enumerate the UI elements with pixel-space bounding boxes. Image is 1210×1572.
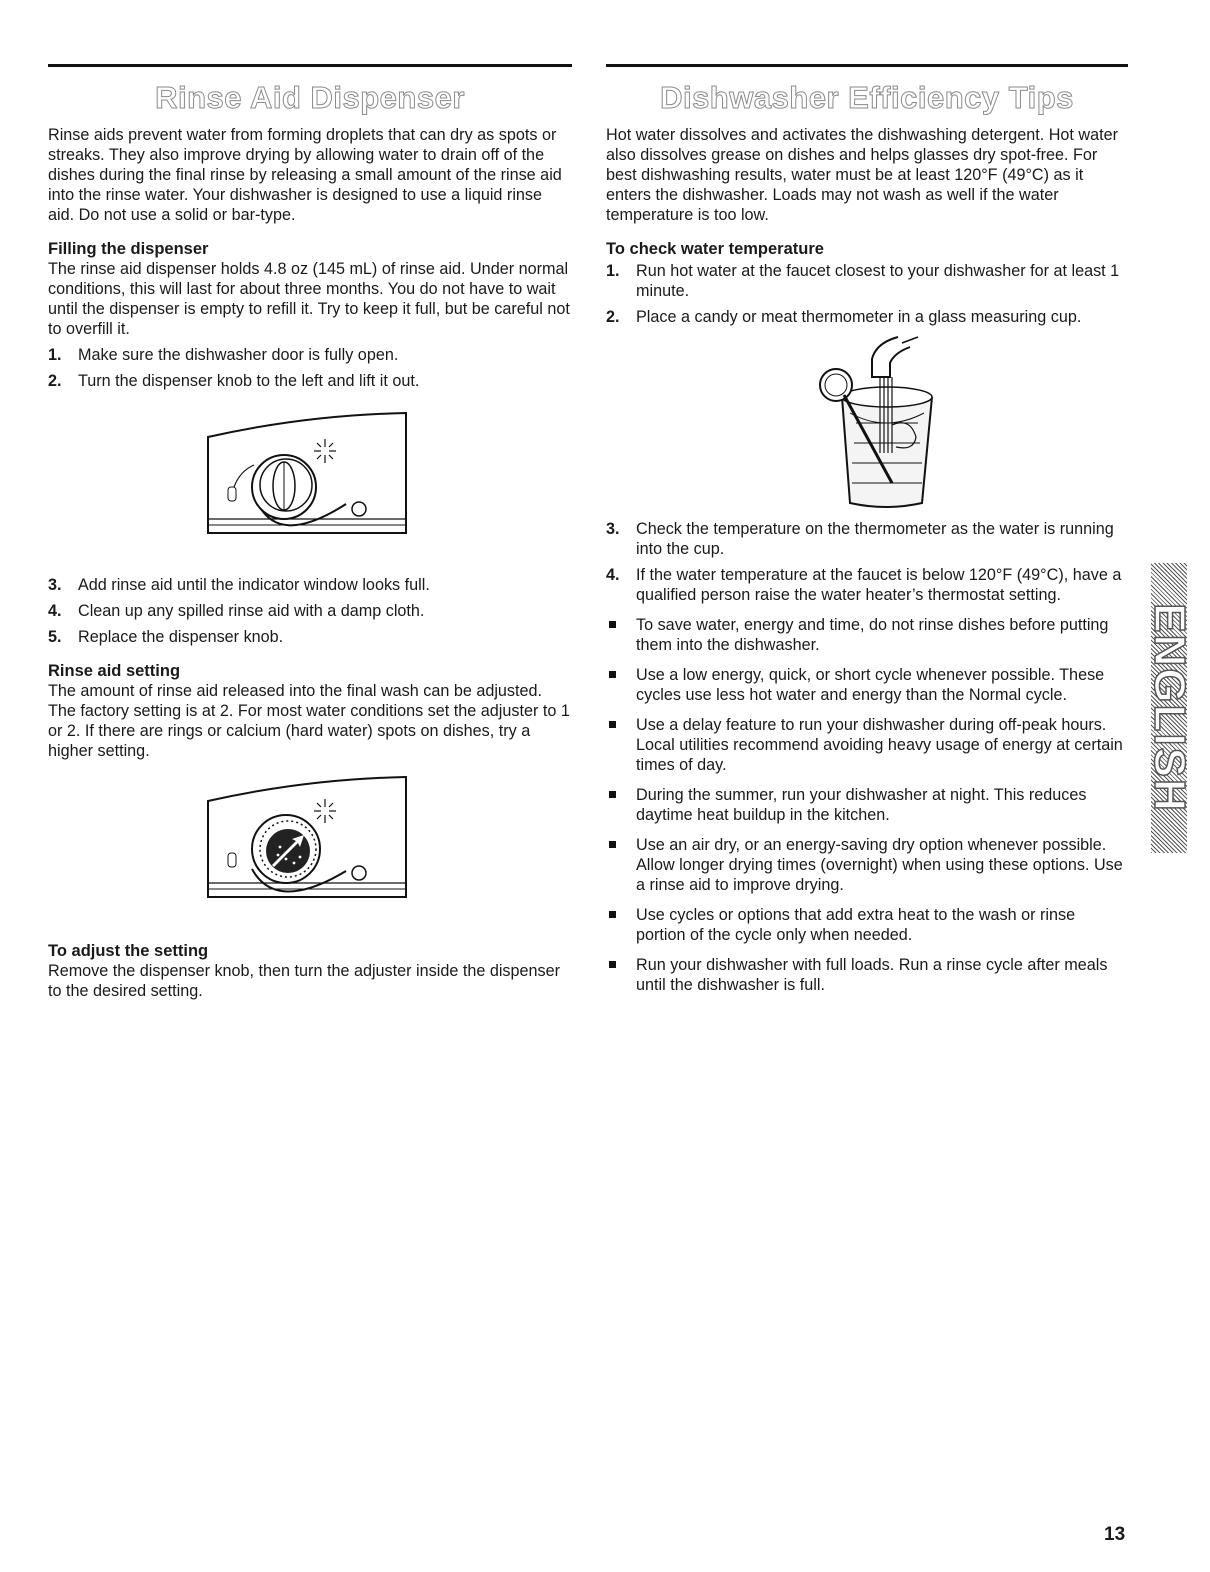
list-item: Use cycles or options that add extra heat to the wash or rinse portion of the cycle only when needed. [606,905,1128,945]
list-item: 4. If the water temperature at the faucet is below 120°F (49°C), have a qualified person raise the water heater’s thermostat setting. [606,566,1122,604]
setting-heading: Rinse aid setting [48,662,181,680]
list-item: 2. Turn the dispenser knob to the left and lift it out. [48,372,420,390]
bullet-icon [609,721,616,728]
rinse-aid-adjuster-icon [196,773,426,933]
right-column [606,64,1128,995]
bullet-icon [609,911,616,918]
list-item: Use a delay feature to run your dishwasher during off-peak hours. Local utilities recommend avoiding heavy usage of energy at certain times of day. [606,715,1128,775]
filling-text: The rinse aid dispenser holds 4.8 oz (145 mL) of rinse aid. Under normal conditions, this will last for about three months. You do not have to wait until the dispenser is empty to refill it. Try to keep it full, but be careful not to overfill it. [48,260,570,338]
check-steps-a [606,261,1128,327]
setting-text: The amount of rinse aid released into the final wash can be adjusted. The factory setting is at 2. For most water conditions set the adjuster to 1 or 2. If there are rings or calcium (hard water) spots on dishes, try a higher setting. [48,682,570,760]
list-item: Run your dishwasher with full loads. Run a rinse cycle after meals until the dishwasher is full. [606,955,1128,995]
list-item: 3. Check the temperature on the thermometer as the water is running into the cup. [606,520,1114,558]
list-item: 1. Make sure the dishwasher door is fully open. [48,346,399,364]
filling-steps-b [48,575,572,647]
adjust-heading: To adjust the setting [48,942,209,960]
list-item: 4. Clean up any spilled rinse aid with a damp cloth. [48,602,425,620]
list-item: Use a low energy, quick, or short cycle whenever possible. These cycles use less hot water and energy than the Normal cycle. [606,665,1128,705]
bullet-icon [609,961,616,968]
list-item: 5. Replace the dispenser knob. [48,628,284,646]
bullet-icon [609,791,616,798]
section-rule [48,64,572,67]
rinse-aid-title: Rinse Aid Dispenser [155,80,465,115]
bullet-icon [609,841,616,848]
list-item: 2. Place a candy or meat thermometer in a glass measuring cup. [606,308,1082,326]
check-steps-b [606,519,1128,605]
dispenser-knob-icon [196,409,426,569]
bullet-icon [609,621,616,628]
left-column [48,64,572,1001]
measuring-cup-thermometer-icon [806,333,966,513]
language-side-tab [1145,563,1195,853]
list-item: To save water, energy and time, do not rinse dishes before putting them into the dishwasher. [606,615,1128,655]
filling-heading: Filling the dispenser [48,240,209,258]
check-temp-heading: To check water temperature [606,240,824,258]
list-item: Use an air dry, or an energy-saving dry option whenever possible. Allow longer drying times (overnight) when using these options. Use a rinse aid to improve drying. [606,835,1128,895]
rinse-aid-intro: Rinse aids prevent water from forming droplets that can dry as spots or streaks. They also improve drying by allowing water to drain off of the dishes during the final rinse by releasing a small amount of the rinse aid into the rinse water. Your dishwasher is designed to use a liquid rinse aid. Do not use a solid or bar-type. [48,126,562,224]
adjust-text: Remove the dispenser knob, then turn the adjuster inside the dispenser to the desired setting. [48,962,561,1000]
list-item: During the summer, run your dishwasher at night. This reduces daytime heat buildup in the kitchen. [606,785,1128,825]
efficiency-title: Dishwasher Efficiency Tips [660,80,1074,115]
filling-steps-a [48,345,572,391]
side-tab-label: ENGLISH [1145,603,1195,813]
page-number: 13 [1104,1524,1126,1545]
section-rule [606,64,1128,67]
efficiency-tips [606,615,1128,995]
list-item: 1. Run hot water at the faucet closest to your dishwasher for at least 1 minute. [606,262,1120,300]
bullet-icon [609,671,616,678]
list-item: 3. Add rinse aid until the indicator window looks full. [48,576,430,594]
efficiency-intro: Hot water dissolves and activates the dishwashing detergent. Hot water also dissolves grease on dishes and helps glasses dry spot-free. For best dishwashing results, water must be at least 120°F (49°C) as it enters the dishwasher. Loads may not wash as well if the water temperature is too low. [606,126,1118,224]
